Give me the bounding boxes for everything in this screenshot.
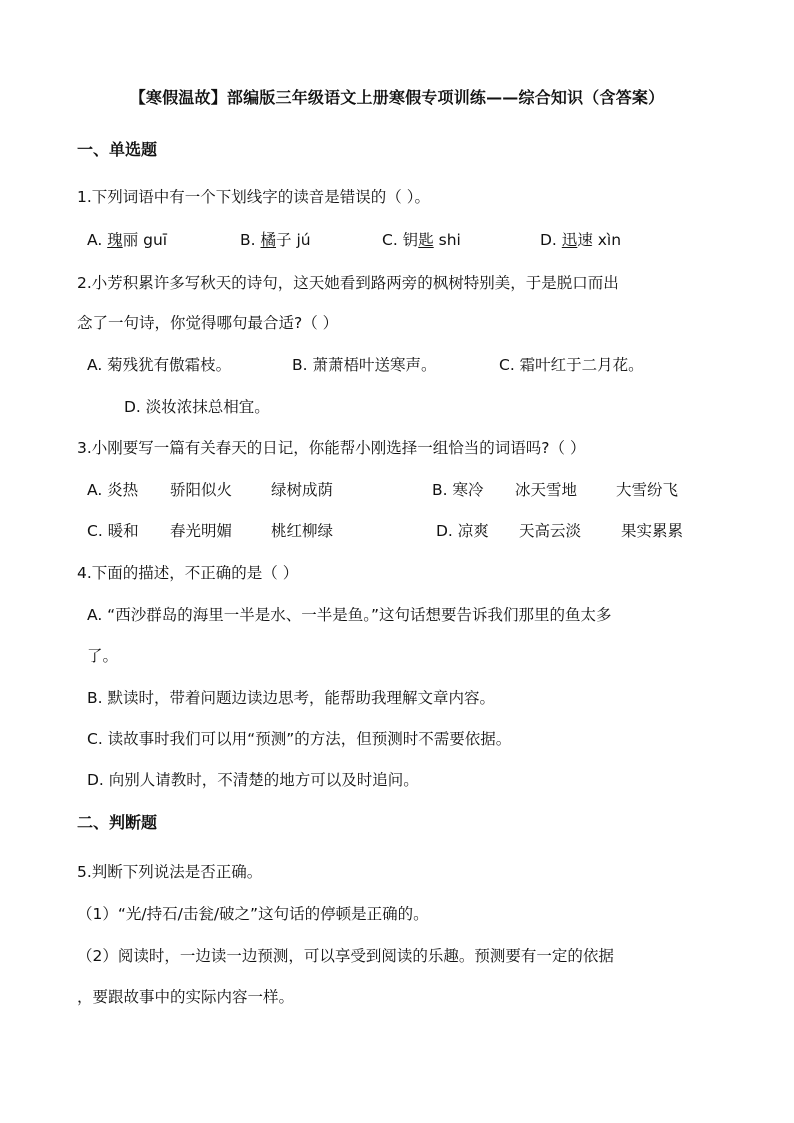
question-3-option-b-word-3: 大雪纷飞 — [616, 481, 679, 499]
question-4-option-c: C. 读故事时我们可以用“预测”的方法，但预测时不需要依据。 — [87, 730, 512, 748]
question-3-option-d-word-3: 果实累累 — [621, 522, 684, 540]
question-5-statement-1: （1）“光/持石/击瓮/破之”这句话的停顿是正确的。 — [77, 905, 429, 923]
question-3-option-d-label: D. 凉爽 — [436, 522, 489, 540]
question-4-stem: 4.下面的描述，不正确的是（ ） — [77, 564, 299, 582]
question-2-option-d: D. 淡妆浓抹总相宜。 — [124, 398, 270, 416]
question-4-option-d: D. 向别人请教时，不清楚的地方可以及时追问。 — [87, 771, 419, 789]
document-title: 【寒假温故】部编版三年级语文上册寒假专项训练——综合知识（含答案） — [129, 88, 665, 107]
question-2-stem-line-2: 念了一句诗，你觉得哪句最合适?（ ） — [77, 314, 339, 332]
question-5-statement-2-line-1: （2）阅读时，一边读一边预测，可以享受到阅读的乐趣。预测要有一定的依据 — [77, 947, 614, 965]
section-heading-true-false: 二、判断题 — [77, 813, 158, 832]
question-3-option-b-word-2: 冰天雪地 — [515, 481, 578, 499]
question-4-option-b: B. 默读时，带着问题边读边思考，能帮助我理解文章内容。 — [87, 689, 495, 707]
question-1-stem: 1.下列词语中有一个下划线字的读音是错误的（ ）。 — [77, 188, 430, 206]
question-5-statement-2-line-2: ，要跟故事中的实际内容一样。 — [77, 988, 295, 1006]
question-1-option-d: D. 迅速 xìn — [540, 231, 622, 249]
question-2-option-c: C. 霜叶红于二月花。 — [499, 356, 644, 374]
question-1-option-c: C. 钥匙 shi — [382, 231, 461, 249]
question-3-option-c-word-3: 桃红柳绿 — [271, 522, 334, 540]
section-heading-single-choice: 一、单选题 — [77, 140, 158, 159]
question-3-option-a-word-2: 骄阳似火 — [170, 481, 233, 499]
question-1-option-a: A. 瑰丽 guī — [87, 231, 168, 249]
question-3-option-b-label: B. 寒冷 — [432, 481, 484, 499]
question-2-option-b: B. 萧萧梧叶送寒声。 — [292, 356, 437, 374]
question-4-option-a-line-1: A. “西沙群岛的海里一半是水、一半是鱼。”这句话想要告诉我们那里的鱼太多 — [87, 606, 612, 624]
question-2-stem-line-1: 2.小芳积累许多写秋天的诗句，这天她看到路两旁的枫树特别美，于是脱口而出 — [77, 274, 619, 292]
question-3-option-a-label: A. 炎热 — [87, 481, 139, 499]
question-3-option-c-label: C. 暖和 — [87, 522, 139, 540]
question-2-option-a: A. 菊残犹有傲霜枝。 — [87, 356, 232, 374]
question-3-option-a-word-3: 绿树成荫 — [271, 481, 334, 499]
question-3-option-c-word-2: 春光明媚 — [170, 522, 233, 540]
question-1-option-b: B. 橘子 jú — [240, 231, 311, 249]
question-3-option-d-word-2: 天高云淡 — [519, 522, 582, 540]
question-4-option-a-line-2: 了。 — [87, 647, 119, 665]
question-3-stem: 3.小刚要写一篇有关春天的日记，你能帮小刚选择一组恰当的词语吗?（ ） — [77, 439, 586, 457]
question-5-stem: 5.判断下列说法是否正确。 — [77, 863, 263, 881]
